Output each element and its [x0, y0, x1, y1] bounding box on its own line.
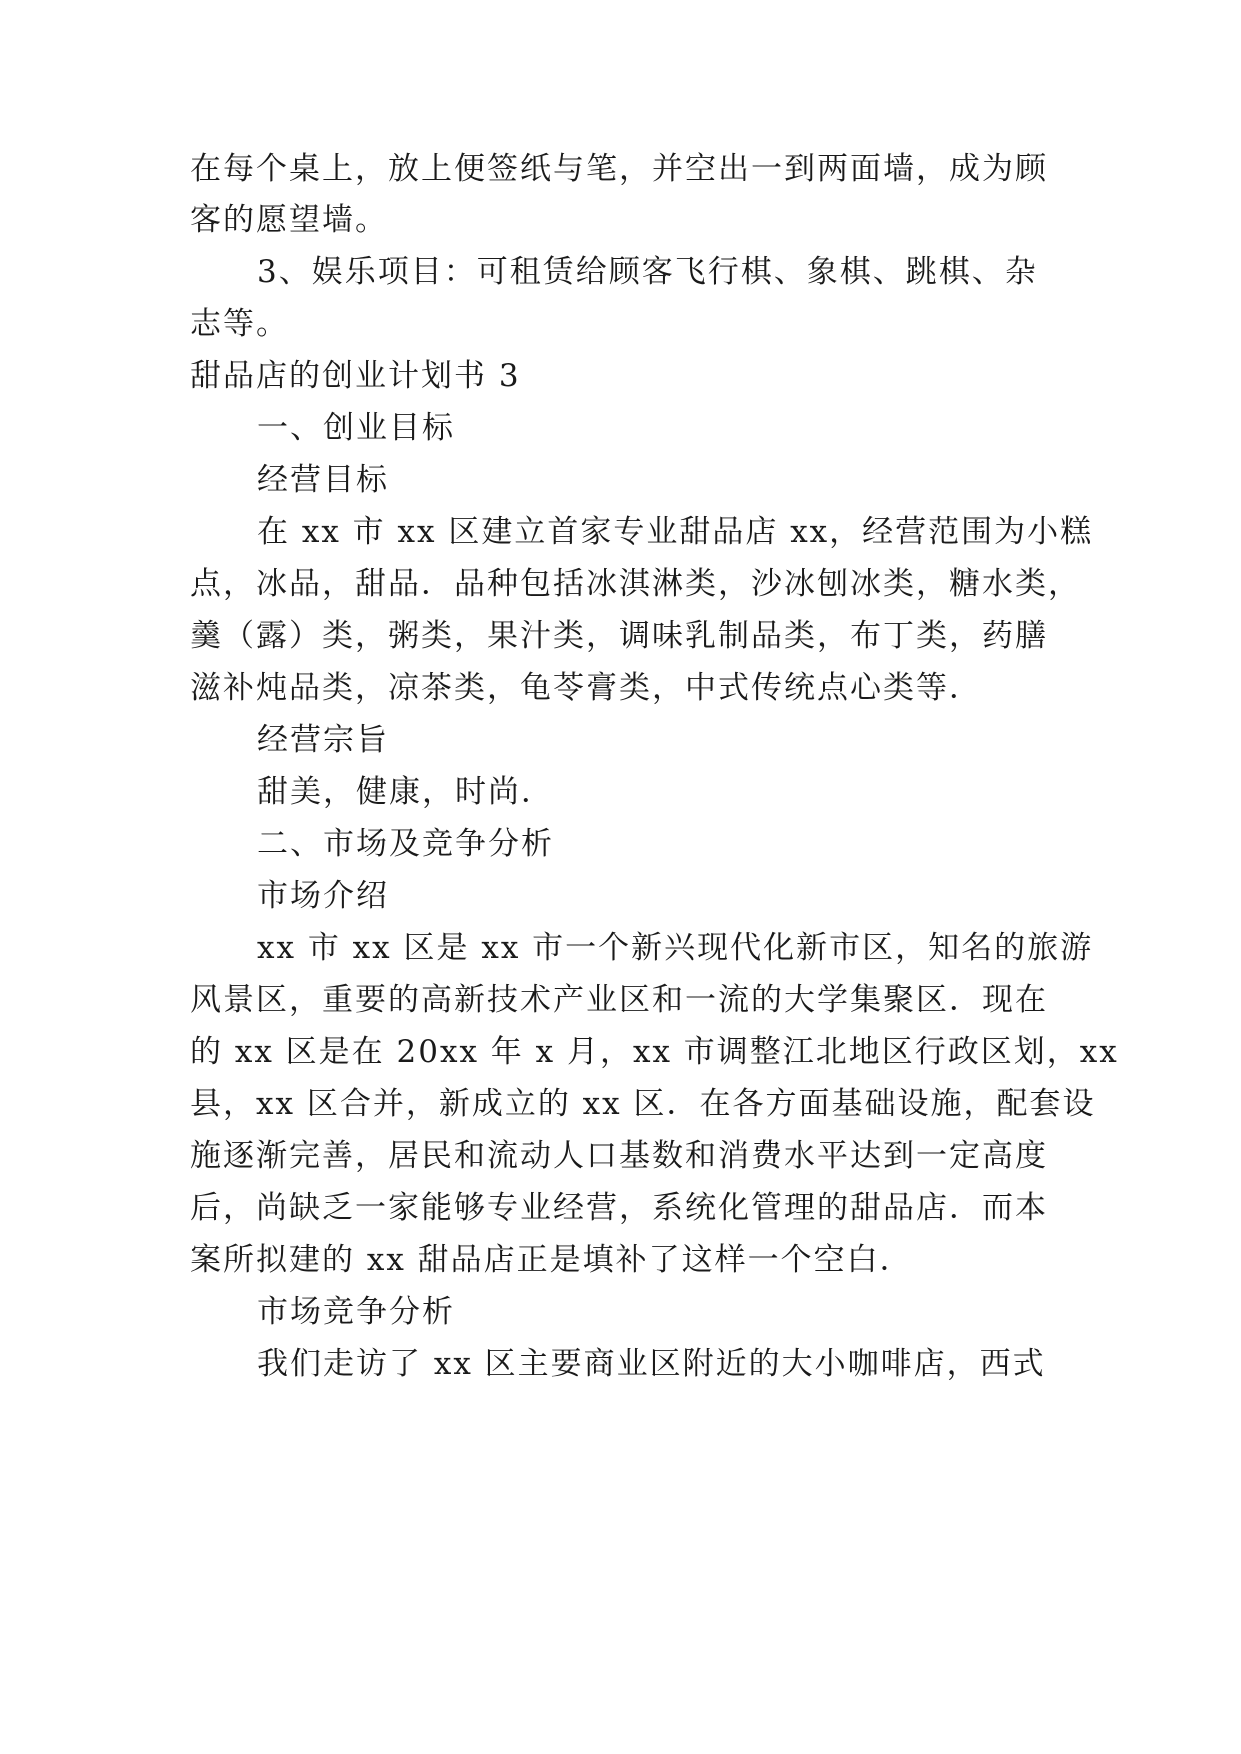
paragraph-line: 在每个桌上，放上便签纸与笔，并空出一到两面墙，成为顾 [190, 151, 1048, 187]
subheading: 市场介绍 [257, 878, 389, 914]
subheading: 市场竞争分析 [257, 1294, 455, 1330]
paragraph-line: 志等。 [190, 306, 289, 342]
subheading: 二、市场及竞争分析 [257, 826, 554, 862]
paragraph-line: 县，xx 区合并，新成立的 xx 区．在各方面基础设施，配套设 [190, 1086, 1096, 1122]
paragraph-line: 3、娱乐项目：可租赁给顾客飞行棋、象棋、跳棋、杂 [257, 254, 1038, 290]
subheading: 经营宗旨 [257, 722, 389, 758]
paragraph-line: 后，尚缺乏一家能够专业经营，系统化管理的甜品店．而本 [190, 1190, 1048, 1226]
paragraph-line: 羹（露）类，粥类，果汁类，调味乳制品类，布丁类，药膳 [190, 618, 1048, 654]
paragraph-line: 甜美，健康，时尚． [257, 774, 554, 810]
paragraph-line: 在 xx 市 xx 区建立首家专业甜品店 xx，经营范围为小糕 [257, 514, 1094, 550]
paragraph-line: 风景区，重要的高新技术产业区和一流的大学集聚区．现在 [190, 982, 1048, 1018]
subheading: 一、创业目标 [257, 410, 455, 446]
paragraph-line: 客的愿望墙。 [190, 202, 388, 238]
paragraph-line: 施逐渐完善，居民和流动人口基数和消费水平达到一定高度 [190, 1138, 1048, 1174]
section-heading: 甜品店的创业计划书 3 [190, 358, 521, 394]
paragraph-line: 我们走访了 xx 区主要商业区附近的大小咖啡店，西式 [257, 1346, 1046, 1382]
paragraph-line: xx 市 xx 区是 xx 市一个新兴现代化新市区，知名的旅游 [257, 930, 1094, 966]
paragraph-line: 点，冰品，甜品．品种包括冰淇淋类，沙冰刨冰类，糖水类， [190, 566, 1081, 602]
paragraph-line: 案所拟建的 xx 甜品店正是填补了这样一个空白． [190, 1242, 913, 1278]
paragraph-line: 的 xx 区是在 20xx 年 x 月，xx 市调整江北地区行政区划，xx [190, 1034, 1119, 1070]
subheading: 经营目标 [257, 462, 389, 498]
paragraph-line: 滋补炖品类，凉茶类，龟苓膏类，中式传统点心类等． [190, 670, 982, 706]
